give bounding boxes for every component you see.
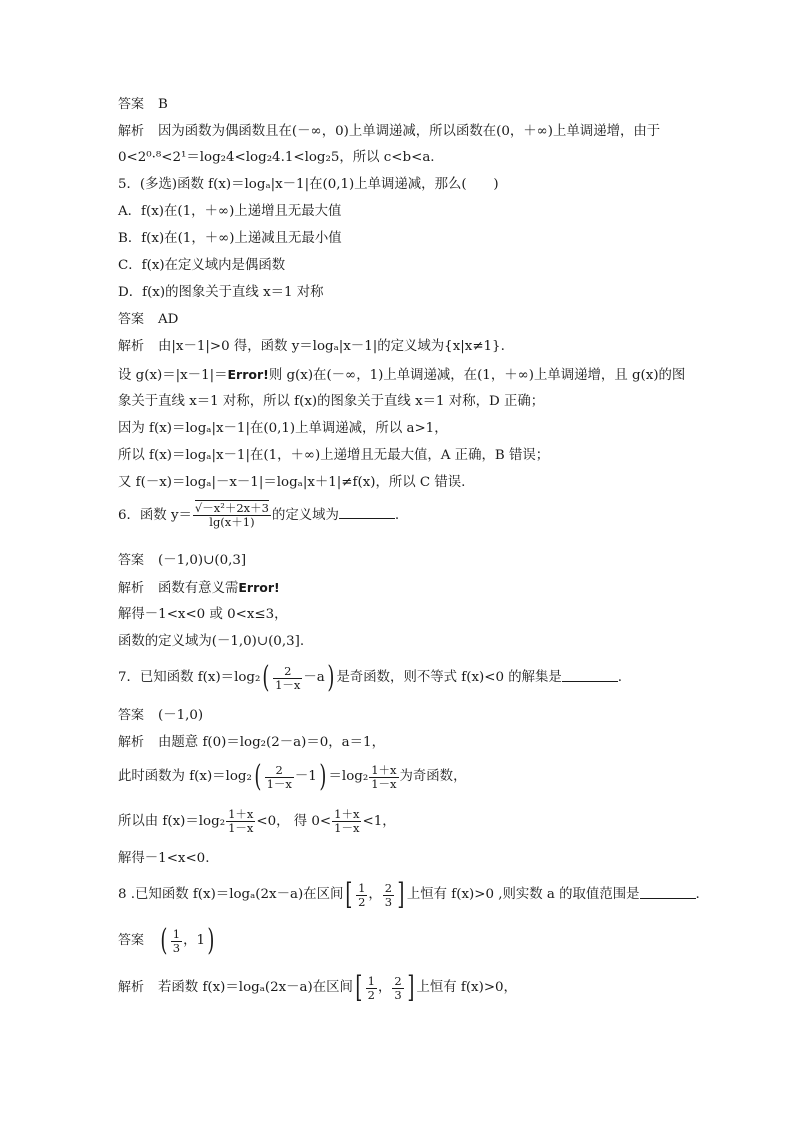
stem-text: 6．函数 y＝ — [118, 507, 192, 523]
right-bracket: ] — [407, 970, 415, 1005]
analysis-label: 解析 — [118, 124, 145, 139]
fraction — [332, 808, 361, 835]
fraction-denominator: 2 — [358, 894, 366, 909]
q6-analysis-line-3: 函数的定义域为(－1,0)∪(0,3]. — [118, 634, 305, 649]
left-bracket: [ — [355, 970, 363, 1005]
q5-answer-line — [118, 310, 178, 330]
q5-option-a: A．f(x)在(1，＋∞)上递增且无最大值 — [118, 204, 342, 219]
q6-fraction — [193, 502, 271, 529]
analysis-text: －1 — [294, 769, 317, 784]
stem-text: 8 .已知函数 f(x)＝logₐ(2x－a)在区间 — [118, 887, 344, 902]
fraction-numerator — [193, 502, 271, 516]
fraction-numerator: 2 — [273, 665, 302, 679]
fraction-denominator: 3 — [394, 987, 402, 1002]
analysis-text: 所以由 f(x)＝log₂ — [118, 813, 226, 829]
q5-stem: 5．(多选)函数 f(x)＝logₐ|x－1|在(0,1)上单调递减，那么( ) — [118, 177, 499, 192]
q6-analysis-line-1 — [118, 578, 280, 599]
answer-label: 答案 — [118, 708, 145, 723]
fraction — [226, 808, 255, 835]
q4-analysis-line-2: 0<2⁰·⁸<2¹＝log₂4<log₂4.1<log₂5，所以 c<b<a. — [118, 150, 435, 165]
answer-value: B — [158, 97, 168, 112]
analysis-label: 解析 — [118, 339, 145, 354]
fraction-denominator: 1－x — [266, 776, 292, 791]
fraction — [171, 928, 182, 955]
q7-answer-line — [118, 706, 203, 726]
q7-fraction — [273, 665, 302, 692]
analysis-text: 设 g(x)＝|x－1|＝ — [118, 368, 228, 383]
fraction-denominator: 1－x — [228, 821, 254, 835]
q6-stem — [118, 502, 399, 529]
stem-end: . — [394, 507, 400, 523]
right-paren: ) — [327, 660, 335, 695]
fraction-numerator: 2 — [394, 973, 402, 988]
answer-label: 答案 — [118, 933, 145, 948]
analysis-text: 由题意 f(0)＝log₂(2－a)＝0，a＝1， — [158, 735, 385, 750]
left-paren: ( — [254, 759, 262, 794]
interval-end — [383, 882, 394, 909]
q5-analysis-line-5: 所以 f(x)＝logₐ|x－1|在(1，＋∞)上递增且无最大值，A 正确，B 错误； — [118, 448, 550, 463]
fraction-denominator: lg(x＋1) — [209, 515, 255, 529]
fraction-numerator: 1 — [172, 926, 181, 941]
error-placeholder: Error! — [238, 580, 280, 595]
q5-analysis-line-1 — [118, 337, 505, 357]
stem-end: . — [695, 887, 700, 902]
fraction-denominator: 3 — [384, 894, 393, 909]
analysis-text: 此时函数为 f(x)＝log₂ — [118, 769, 252, 784]
analysis-text: 若函数 f(x)＝logₐ(2x－a)在区间 — [158, 980, 353, 995]
q7-analysis-line-2 — [118, 759, 467, 794]
q8-stem — [118, 877, 700, 912]
fraction — [265, 764, 294, 791]
answer-blank — [339, 504, 395, 519]
analysis-text: 因为函数为偶函数且在(－∞，0)上单调递减，所以函数在(0，＋∞)上单调递增，由于 — [158, 124, 661, 139]
fraction-numerator: 1＋x — [228, 807, 254, 821]
left-paren: ( — [160, 923, 168, 958]
fraction-denominator: 1－x — [275, 677, 301, 692]
fraction-denominator: 1－x — [334, 821, 360, 835]
right-bracket: ] — [397, 877, 405, 912]
q4-analysis-line-1 — [118, 122, 660, 142]
q8-answer-line — [118, 923, 217, 958]
analysis-text: 上恒有 f(x)>0， — [416, 980, 517, 995]
stem-text: 的定义域为 — [271, 507, 339, 523]
q5-option-b: B．f(x)在(1，＋∞)上递减且无最小值 — [118, 231, 342, 246]
interval-end — [392, 975, 403, 1002]
right-paren: ) — [319, 759, 327, 794]
analysis-label: 解析 — [118, 735, 145, 750]
fraction-denominator: 2 — [367, 987, 375, 1002]
fraction-numerator: 2 — [384, 880, 393, 895]
stem-end: . — [617, 670, 623, 685]
answer-label: 答案 — [118, 553, 145, 568]
answer-label: 答案 — [118, 312, 145, 327]
answer-value: AD — [158, 312, 179, 327]
q7-analysis-line-1 — [118, 733, 385, 753]
answer-label: 答案 — [118, 97, 145, 112]
analysis-text: 为奇函数， — [399, 769, 467, 784]
q5-analysis-line-4: 因为 f(x)＝logₐ|x－1|在(0,1)上单调递减，所以 a>1， — [118, 421, 448, 436]
q5-analysis-line-2 — [118, 365, 685, 386]
q7-stem — [118, 660, 623, 695]
q7-analysis-line-4: 解得－1<x<0. — [118, 851, 210, 866]
answer-value: (－1,0) — [158, 708, 204, 723]
analysis-text: 则 g(x)在(－∞，1)上单调递减，在(1，＋∞)上单调递增，且 g(x)的图 — [268, 368, 686, 383]
analysis-text: <1， — [362, 813, 396, 829]
analysis-text: ＝log₂ — [328, 769, 369, 784]
stem-text: 7．已知函数 f(x)＝log₂ — [118, 670, 261, 685]
interval-start — [356, 882, 367, 909]
fraction-numerator: 1＋x — [371, 762, 397, 777]
left-paren: ( — [262, 660, 270, 695]
stem-text: 上恒有 f(x)>0 ,则实数 a 的取值范围是 — [406, 887, 640, 902]
stem-text: －a — [303, 670, 325, 685]
q5-option-d: D．f(x)的图象关于直线 x＝1 对称 — [118, 285, 324, 300]
answer-value: ，1 — [183, 933, 205, 948]
stem-text: 是奇函数，则不等式 f(x)<0 的解集是 — [336, 670, 562, 685]
fraction-numerator: 1 — [367, 973, 375, 988]
error-placeholder: Error! — [227, 367, 269, 382]
fraction — [369, 764, 398, 791]
fraction-numerator: 2 — [265, 764, 294, 778]
answer-blank — [562, 667, 618, 682]
q5-analysis-line-6: 又 f(－x)＝logₐ|－x－1|＝logₐ|x＋1|≠f(x)，所以 C 错误. — [118, 475, 466, 490]
q5-analysis-line-3: 象关于直线 x＝1 对称，所以 f(x)的图象关于直线 x＝1 对称，D 正确； — [118, 394, 545, 409]
analysis-text: 函数有意义需 — [158, 581, 239, 596]
q5-option-c: C．f(x)在定义域内是偶函数 — [118, 258, 286, 273]
left-bracket: [ — [345, 877, 353, 912]
q6-answer-line — [118, 551, 246, 571]
q6-analysis-line-2: 解得－1<x<0 或 0<x≤3， — [118, 607, 288, 622]
fraction-denominator: 1－x — [371, 776, 397, 791]
fraction-denominator: 3 — [172, 940, 181, 955]
sqrt-expression: √－x²＋2x＋3 — [194, 501, 269, 515]
analysis-label: 解析 — [118, 980, 145, 995]
answer-value: (－1,0)∪(0,3] — [158, 553, 247, 568]
analysis-text: 由|x－1|>0 得，函数 y＝logₐ|x－1|的定义域为{x|x≠1}. — [158, 339, 505, 354]
analysis-label: 解析 — [118, 581, 145, 596]
answer-blank — [640, 884, 696, 899]
separator: ， — [368, 887, 382, 902]
right-paren: ) — [207, 923, 215, 958]
separator: ， — [378, 980, 392, 995]
q4-answer-line — [118, 95, 168, 115]
interval-start — [366, 975, 377, 1002]
fraction-numerator: 1＋x — [334, 807, 360, 821]
fraction-numerator: 1 — [358, 880, 366, 895]
q8-analysis-line-1 — [118, 970, 517, 1005]
q7-analysis-line-3 — [118, 808, 396, 835]
analysis-text: <0， 得 0< — [256, 813, 332, 829]
